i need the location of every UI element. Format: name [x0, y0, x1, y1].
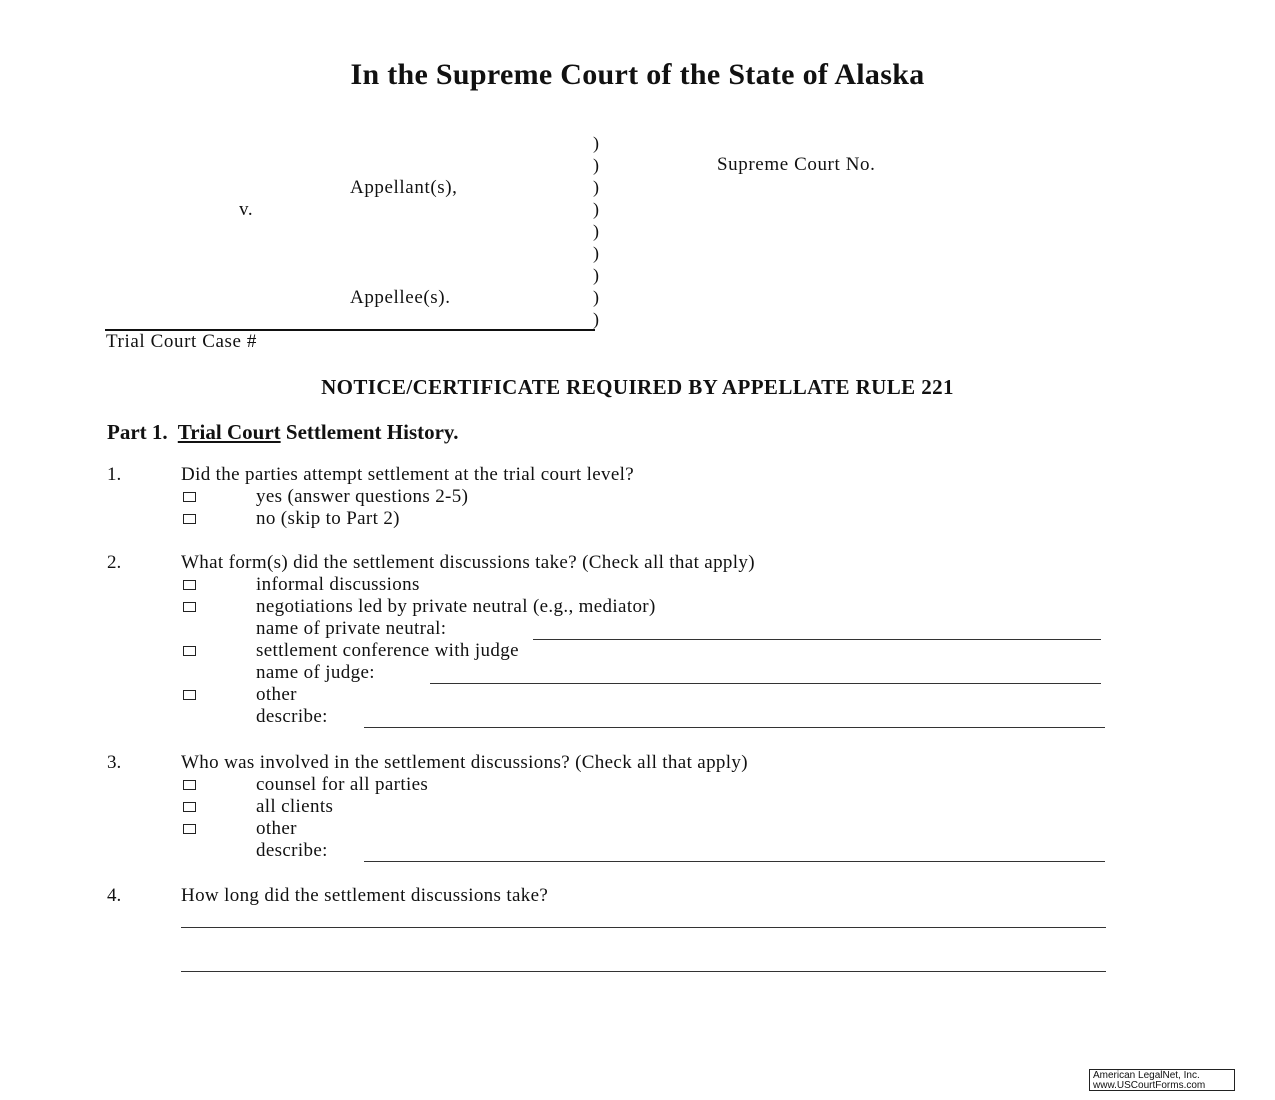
caption-paren: ) — [593, 309, 599, 329]
court-title: In the Supreme Court of the State of Alaska — [350, 58, 925, 91]
question-text: Who was involved in the settlement discussions? (Check all that apply) — [181, 752, 748, 773]
option-label: negotiations led by private neutral (e.g., mediator) — [256, 596, 656, 617]
appellants-label: Appellant(s), — [350, 177, 458, 198]
publisher-badge — [1089, 1069, 1235, 1091]
field-label: describe: — [256, 840, 328, 861]
checkbox-other-form[interactable] — [183, 690, 196, 700]
checkbox-informal-discussions[interactable] — [183, 580, 196, 590]
option-label: settlement conference with judge — [256, 640, 519, 661]
appellees-label: Appellee(s). — [350, 287, 451, 308]
duration-answer-line-1[interactable] — [181, 927, 1106, 928]
option-label: no (skip to Part 2) — [256, 508, 400, 529]
option-label: informal discussions — [256, 574, 420, 595]
checkbox-settlement-conference[interactable] — [183, 646, 196, 656]
caption-paren: ) — [593, 287, 599, 307]
judge-name-field[interactable] — [430, 683, 1101, 684]
checkbox-no[interactable] — [183, 514, 196, 524]
field-label: describe: — [256, 706, 328, 727]
option-label: other — [256, 818, 297, 839]
caption-paren: ) — [593, 243, 599, 263]
question-number: 2. — [107, 552, 122, 573]
option-label: counsel for all parties — [256, 774, 429, 795]
other-form-describe-field[interactable] — [364, 727, 1105, 728]
caption-paren: ) — [593, 177, 599, 197]
supreme-court-no-label: Supreme Court No. — [717, 154, 876, 175]
part-1-suffix: Settlement History. — [285, 420, 459, 444]
part-1-underlined: Trial Court — [177, 420, 281, 444]
question-number: 4. — [107, 885, 122, 906]
part-1-prefix: Part 1. — [107, 420, 168, 444]
question-number: 3. — [107, 752, 122, 773]
caption-paren: ) — [593, 221, 599, 241]
field-label: name of judge: — [256, 662, 375, 683]
checkbox-private-neutral[interactable] — [183, 602, 196, 612]
question-text: What form(s) did the settlement discussions take? (Check all that apply) — [181, 552, 755, 573]
checkbox-counsel-all-parties[interactable] — [183, 780, 196, 790]
publisher-name: American LegalNet, Inc. — [1093, 1070, 1200, 1081]
publisher-url: www.USCourtForms.com — [1093, 1080, 1206, 1091]
part-1-heading — [107, 420, 459, 445]
caption-paren: ) — [593, 133, 599, 153]
versus-label: v. — [239, 199, 254, 220]
caption-paren: ) — [593, 155, 599, 175]
checkbox-all-clients[interactable] — [183, 802, 196, 812]
option-label: all clients — [256, 796, 334, 817]
question-number: 1. — [107, 464, 122, 485]
option-label: other — [256, 684, 297, 705]
caption-paren: ) — [593, 199, 599, 219]
duration-answer-line-2[interactable] — [181, 971, 1106, 972]
other-involved-describe-field[interactable] — [364, 861, 1105, 862]
checkbox-yes[interactable] — [183, 492, 196, 502]
notice-heading: NOTICE/CERTIFICATE REQUIRED BY APPELLATE RULE 221 — [321, 375, 954, 399]
private-neutral-name-field[interactable] — [533, 639, 1101, 640]
question-text: How long did the settlement discussions take? — [181, 885, 549, 906]
caption-paren: ) — [593, 265, 599, 285]
field-label: name of private neutral: — [256, 618, 447, 639]
option-label: yes (answer questions 2-5) — [256, 486, 469, 507]
checkbox-other-involved[interactable] — [183, 824, 196, 834]
question-text: Did the parties attempt settlement at the trial court level? — [181, 464, 635, 485]
trial-court-case-label: Trial Court Case # — [106, 331, 258, 352]
